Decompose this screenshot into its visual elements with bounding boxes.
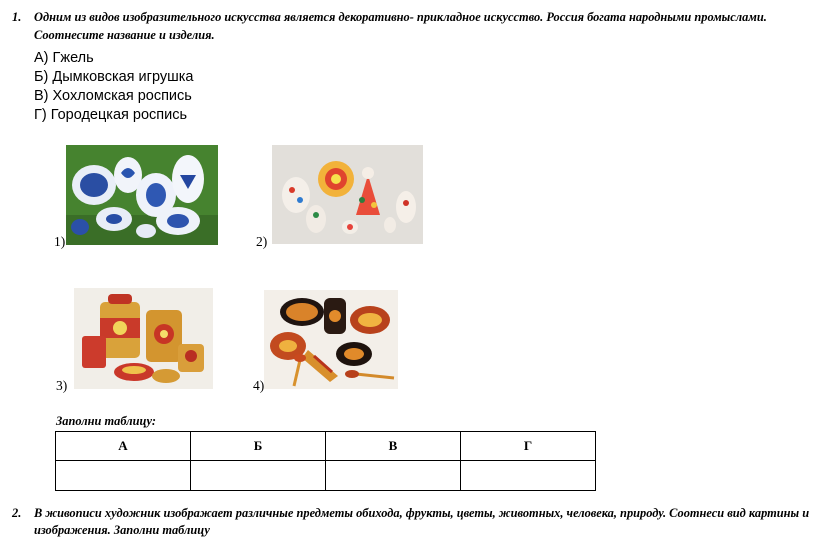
option-gorodets: Г) Городецкая роспись bbox=[34, 107, 188, 123]
image-label-1: 1) bbox=[54, 234, 66, 249]
header-cell-v: В bbox=[326, 432, 461, 461]
task1-text-line1: Одним из видов изобразительного искусства является декоративно- прикладное искусство. Россия богата народными промыслами. bbox=[34, 10, 767, 24]
gorodets-image bbox=[74, 288, 213, 389]
answer-table bbox=[55, 431, 596, 491]
khokhloma-image bbox=[264, 290, 398, 389]
header-cell-g: Г bbox=[461, 432, 596, 461]
gzhel-image bbox=[66, 145, 218, 245]
answer-cell-g[interactable] bbox=[461, 461, 596, 491]
table-header-row bbox=[56, 432, 596, 461]
header-cell-b: Б bbox=[191, 432, 326, 461]
option-khokhloma: В) Хохломская роспись bbox=[34, 88, 192, 104]
image-label-4: 4) bbox=[253, 378, 265, 393]
task2-text-line2: изображения. Заполни таблицу bbox=[34, 523, 210, 537]
table-caption: Заполни таблицу: bbox=[56, 414, 156, 428]
dymkovo-image bbox=[272, 145, 423, 244]
image-label-2: 2) bbox=[256, 234, 268, 249]
answer-cell-a[interactable] bbox=[56, 461, 191, 491]
answer-cell-v[interactable] bbox=[326, 461, 461, 491]
task2-text-line1: В живописи художник изображает различные предметы обихода, фрукты, цветы, животных, человека, природу. Соотнеси вид картины и bbox=[34, 506, 810, 520]
task1-number: 1. bbox=[12, 10, 22, 24]
image-label-3: 3) bbox=[56, 378, 68, 393]
header-cell-a: А bbox=[56, 432, 191, 461]
option-gzhel: А) Гжель bbox=[34, 50, 94, 66]
task1-text-line2: Соотнесите название и изделия. bbox=[34, 28, 215, 42]
answer-cell-b[interactable] bbox=[191, 461, 326, 491]
task2-number: 2. bbox=[12, 506, 22, 520]
table-answer-row bbox=[56, 461, 596, 491]
option-dymkovo: Б) Дымковская игрушка bbox=[34, 69, 194, 85]
